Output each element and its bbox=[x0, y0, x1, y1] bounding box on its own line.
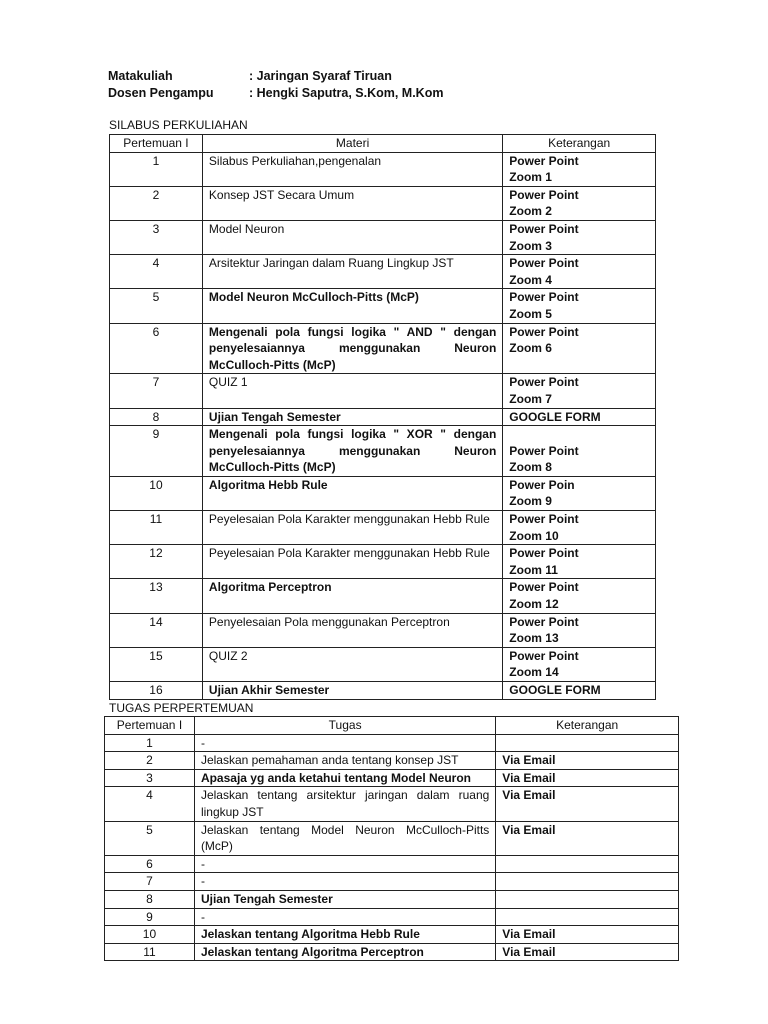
notes-line bbox=[509, 426, 649, 443]
notes-line: Power Poin bbox=[509, 477, 575, 492]
syllabus-col-material: Materi bbox=[202, 135, 502, 153]
notes-cell bbox=[503, 426, 656, 477]
notes-cell bbox=[503, 682, 656, 700]
syllabus-row bbox=[110, 545, 656, 579]
course-row bbox=[108, 68, 443, 85]
meeting-number: 5 bbox=[110, 289, 203, 323]
notes-cell: Via Email bbox=[496, 752, 679, 770]
notes-line: Zoom 4 bbox=[509, 272, 552, 287]
task-cell: - bbox=[194, 734, 495, 752]
notes-line: Zoom 10 bbox=[509, 528, 559, 543]
notes-line: Zoom 5 bbox=[509, 306, 552, 321]
meeting-number: 9 bbox=[110, 426, 203, 477]
task-row bbox=[105, 873, 679, 891]
notes-line: Power Point bbox=[509, 221, 579, 236]
syllabus-row bbox=[110, 323, 656, 374]
meeting-number: 15 bbox=[110, 647, 203, 681]
task-cell: Apasaja yg anda ketahui tentang Model Neuron bbox=[194, 769, 495, 787]
task-row bbox=[105, 908, 679, 926]
task-cell: Jelaskan tentang Algoritma Hebb Rule bbox=[194, 926, 495, 944]
task-cell: Jelaskan tentang Algoritma Perceptron bbox=[194, 943, 495, 961]
meeting-number: 2 bbox=[105, 752, 195, 770]
material-cell: Algoritma Hebb Rule bbox=[202, 476, 502, 510]
material-cell: QUIZ 2 bbox=[202, 647, 502, 681]
meeting-number: 4 bbox=[110, 255, 203, 289]
notes-cell bbox=[496, 890, 679, 908]
material-cell: Silabus Perkuliahan,pengenalan bbox=[202, 152, 502, 186]
material-cell: Peyelesaian Pola Karakter menggunakan Hebb Rule bbox=[202, 511, 502, 545]
meeting-number: 10 bbox=[105, 926, 195, 944]
notes-cell bbox=[496, 908, 679, 926]
task-row bbox=[105, 734, 679, 752]
notes-cell bbox=[503, 220, 656, 254]
notes-line: Power Point bbox=[509, 375, 579, 390]
syllabus-row bbox=[110, 579, 656, 613]
syllabus-col-notes: Keterangan bbox=[503, 135, 656, 153]
meeting-number: 4 bbox=[105, 787, 195, 821]
notes-cell bbox=[503, 579, 656, 613]
notes-cell bbox=[503, 374, 656, 408]
notes-cell bbox=[503, 511, 656, 545]
material-cell: Penyelesaian Pola menggunakan Perceptron bbox=[202, 613, 502, 647]
material-cell: Mengenali pola fungsi logika " XOR " dengan penyelesaiannya menggunakan Neuron McCulloch-Pitts (McP) bbox=[202, 426, 502, 477]
material-cell: Ujian Akhir Semester bbox=[202, 682, 502, 700]
notes-line: Power Point bbox=[509, 614, 579, 629]
syllabus-row bbox=[110, 511, 656, 545]
notes-cell bbox=[496, 855, 679, 873]
notes-line: Power Point bbox=[509, 443, 579, 458]
meeting-number: 6 bbox=[105, 855, 195, 873]
task-row bbox=[105, 855, 679, 873]
meeting-number: 7 bbox=[105, 873, 195, 891]
task-cell: - bbox=[194, 908, 495, 926]
lecturer-row bbox=[108, 85, 443, 102]
notes-cell bbox=[503, 647, 656, 681]
notes-line: Zoom 11 bbox=[509, 562, 558, 577]
syllabus-col-meeting: Pertemuan I bbox=[110, 135, 203, 153]
material-cell: Ujian Tengah Semester bbox=[202, 408, 502, 426]
notes-line: Zoom 2 bbox=[509, 204, 552, 219]
task-cell: Jelaskan tentang arsitektur jaringan dalam ruang lingkup JST bbox=[194, 787, 495, 821]
syllabus-row bbox=[110, 374, 656, 408]
tasks-header-row bbox=[105, 717, 679, 735]
material-cell: Mengenali pola fungsi logika " AND " dengan penyelesaiannya menggunakan Neuron McCulloch-Pitts (McP) bbox=[202, 323, 502, 374]
syllabus-row bbox=[110, 289, 656, 323]
notes-line: GOOGLE FORM bbox=[509, 409, 601, 424]
meeting-number: 9 bbox=[105, 908, 195, 926]
notes-line: GOOGLE FORM bbox=[509, 683, 601, 697]
task-row bbox=[105, 890, 679, 908]
meeting-number: 7 bbox=[110, 374, 203, 408]
notes-cell bbox=[503, 323, 656, 374]
notes-line: Zoom 7 bbox=[509, 391, 552, 406]
task-row bbox=[105, 752, 679, 770]
notes-line: Power Point bbox=[509, 580, 579, 595]
meeting-number: 14 bbox=[110, 613, 203, 647]
tasks-col-meeting: Pertemuan I bbox=[105, 717, 195, 735]
notes-cell bbox=[503, 186, 656, 220]
meeting-number: 16 bbox=[110, 682, 203, 700]
notes-line: Power Point bbox=[509, 153, 579, 168]
material-cell: Arsitektur Jaringan dalam Ruang Lingkup JST bbox=[202, 255, 502, 289]
material-cell: Model Neuron McCulloch-Pitts (McP) bbox=[202, 289, 502, 323]
notes-cell bbox=[496, 873, 679, 891]
notes-cell: Via Email bbox=[496, 769, 679, 787]
notes-cell bbox=[503, 613, 656, 647]
notes-line: Zoom 8 bbox=[509, 460, 552, 475]
notes-cell bbox=[503, 289, 656, 323]
meeting-number: 8 bbox=[105, 890, 195, 908]
notes-line: Power Point bbox=[509, 648, 579, 663]
meeting-number: 8 bbox=[110, 408, 203, 426]
task-row bbox=[105, 821, 679, 855]
syllabus-row bbox=[110, 476, 656, 510]
syllabus-row bbox=[110, 255, 656, 289]
task-row bbox=[105, 769, 679, 787]
task-row bbox=[105, 787, 679, 821]
syllabus-header-row bbox=[110, 135, 656, 153]
lecturer-value: : Hengki Saputra, S.Kom, M.Kom bbox=[249, 85, 444, 100]
meeting-number: 3 bbox=[105, 769, 195, 787]
notes-line: Zoom 1 bbox=[509, 170, 552, 185]
notes-line: Power Point bbox=[509, 290, 579, 305]
notes-line: Zoom 3 bbox=[509, 238, 552, 253]
notes-line: Power Point bbox=[509, 187, 579, 202]
syllabus-row bbox=[110, 220, 656, 254]
notes-cell: Via Email bbox=[496, 926, 679, 944]
syllabus-row bbox=[110, 186, 656, 220]
notes-cell bbox=[503, 255, 656, 289]
notes-line: Power Point bbox=[509, 324, 579, 339]
task-cell: Ujian Tengah Semester bbox=[194, 890, 495, 908]
notes-cell: Via Email bbox=[496, 787, 679, 821]
meeting-number: 2 bbox=[110, 186, 203, 220]
notes-cell bbox=[503, 152, 656, 186]
meeting-number: 11 bbox=[105, 943, 195, 961]
notes-line: Zoom 6 bbox=[509, 341, 552, 356]
notes-line: Power Point bbox=[509, 256, 579, 271]
tasks-table bbox=[104, 716, 679, 961]
course-value: : Jaringan Syaraf Tiruan bbox=[249, 69, 392, 83]
syllabus-row bbox=[110, 426, 656, 477]
meeting-number: 5 bbox=[105, 821, 195, 855]
notes-line: Power Point bbox=[509, 546, 579, 561]
notes-line: Zoom 13 bbox=[509, 631, 559, 646]
syllabus-row bbox=[110, 647, 656, 681]
material-cell: Model Neuron bbox=[202, 220, 502, 254]
tasks-col-notes: Keterangan bbox=[496, 717, 679, 735]
document-header bbox=[108, 68, 443, 101]
syllabus-row bbox=[110, 152, 656, 186]
syllabus-row bbox=[110, 613, 656, 647]
notes-line: Zoom 12 bbox=[509, 597, 559, 612]
notes-cell bbox=[503, 476, 656, 510]
lecturer-label: Dosen Pengampu bbox=[108, 85, 214, 100]
meeting-number: 13 bbox=[110, 579, 203, 613]
task-row bbox=[105, 943, 679, 961]
meeting-number: 11 bbox=[110, 511, 203, 545]
meeting-number: 1 bbox=[105, 734, 195, 752]
task-cell: Jelaskan tentang Model Neuron McCulloch-Pitts (McP) bbox=[194, 821, 495, 855]
material-cell: QUIZ 1 bbox=[202, 374, 502, 408]
course-label: Matakuliah bbox=[108, 69, 173, 83]
meeting-number: 10 bbox=[110, 476, 203, 510]
task-cell: - bbox=[194, 855, 495, 873]
notes-line: Zoom 9 bbox=[509, 494, 552, 509]
notes-cell bbox=[496, 734, 679, 752]
notes-cell bbox=[503, 545, 656, 579]
notes-cell: Via Email bbox=[496, 943, 679, 961]
material-cell: Peyelesaian Pola Karakter menggunakan Hebb Rule bbox=[202, 545, 502, 579]
notes-cell: Via Email bbox=[496, 821, 679, 855]
syllabus-row bbox=[110, 408, 656, 426]
meeting-number: 1 bbox=[110, 152, 203, 186]
notes-line: Zoom 14 bbox=[509, 665, 559, 680]
task-row bbox=[105, 926, 679, 944]
task-cell: - bbox=[194, 873, 495, 891]
syllabus-table bbox=[109, 134, 656, 700]
material-cell: Algoritma Perceptron bbox=[202, 579, 502, 613]
meeting-number: 6 bbox=[110, 323, 203, 374]
tasks-col-task: Tugas bbox=[194, 717, 495, 735]
meeting-number: 3 bbox=[110, 220, 203, 254]
notes-cell bbox=[503, 408, 656, 426]
notes-line: Power Point bbox=[509, 512, 579, 527]
meeting-number: 12 bbox=[110, 545, 203, 579]
task-cell: Jelaskan pemahaman anda tentang konsep JST bbox=[194, 752, 495, 770]
material-cell: Konsep JST Secara Umum bbox=[202, 186, 502, 220]
syllabus-row bbox=[110, 682, 656, 700]
syllabus-title: SILABUS PERKULIAHAN bbox=[109, 118, 248, 132]
tasks-title: TUGAS PERPERTEMUAN bbox=[109, 701, 254, 715]
